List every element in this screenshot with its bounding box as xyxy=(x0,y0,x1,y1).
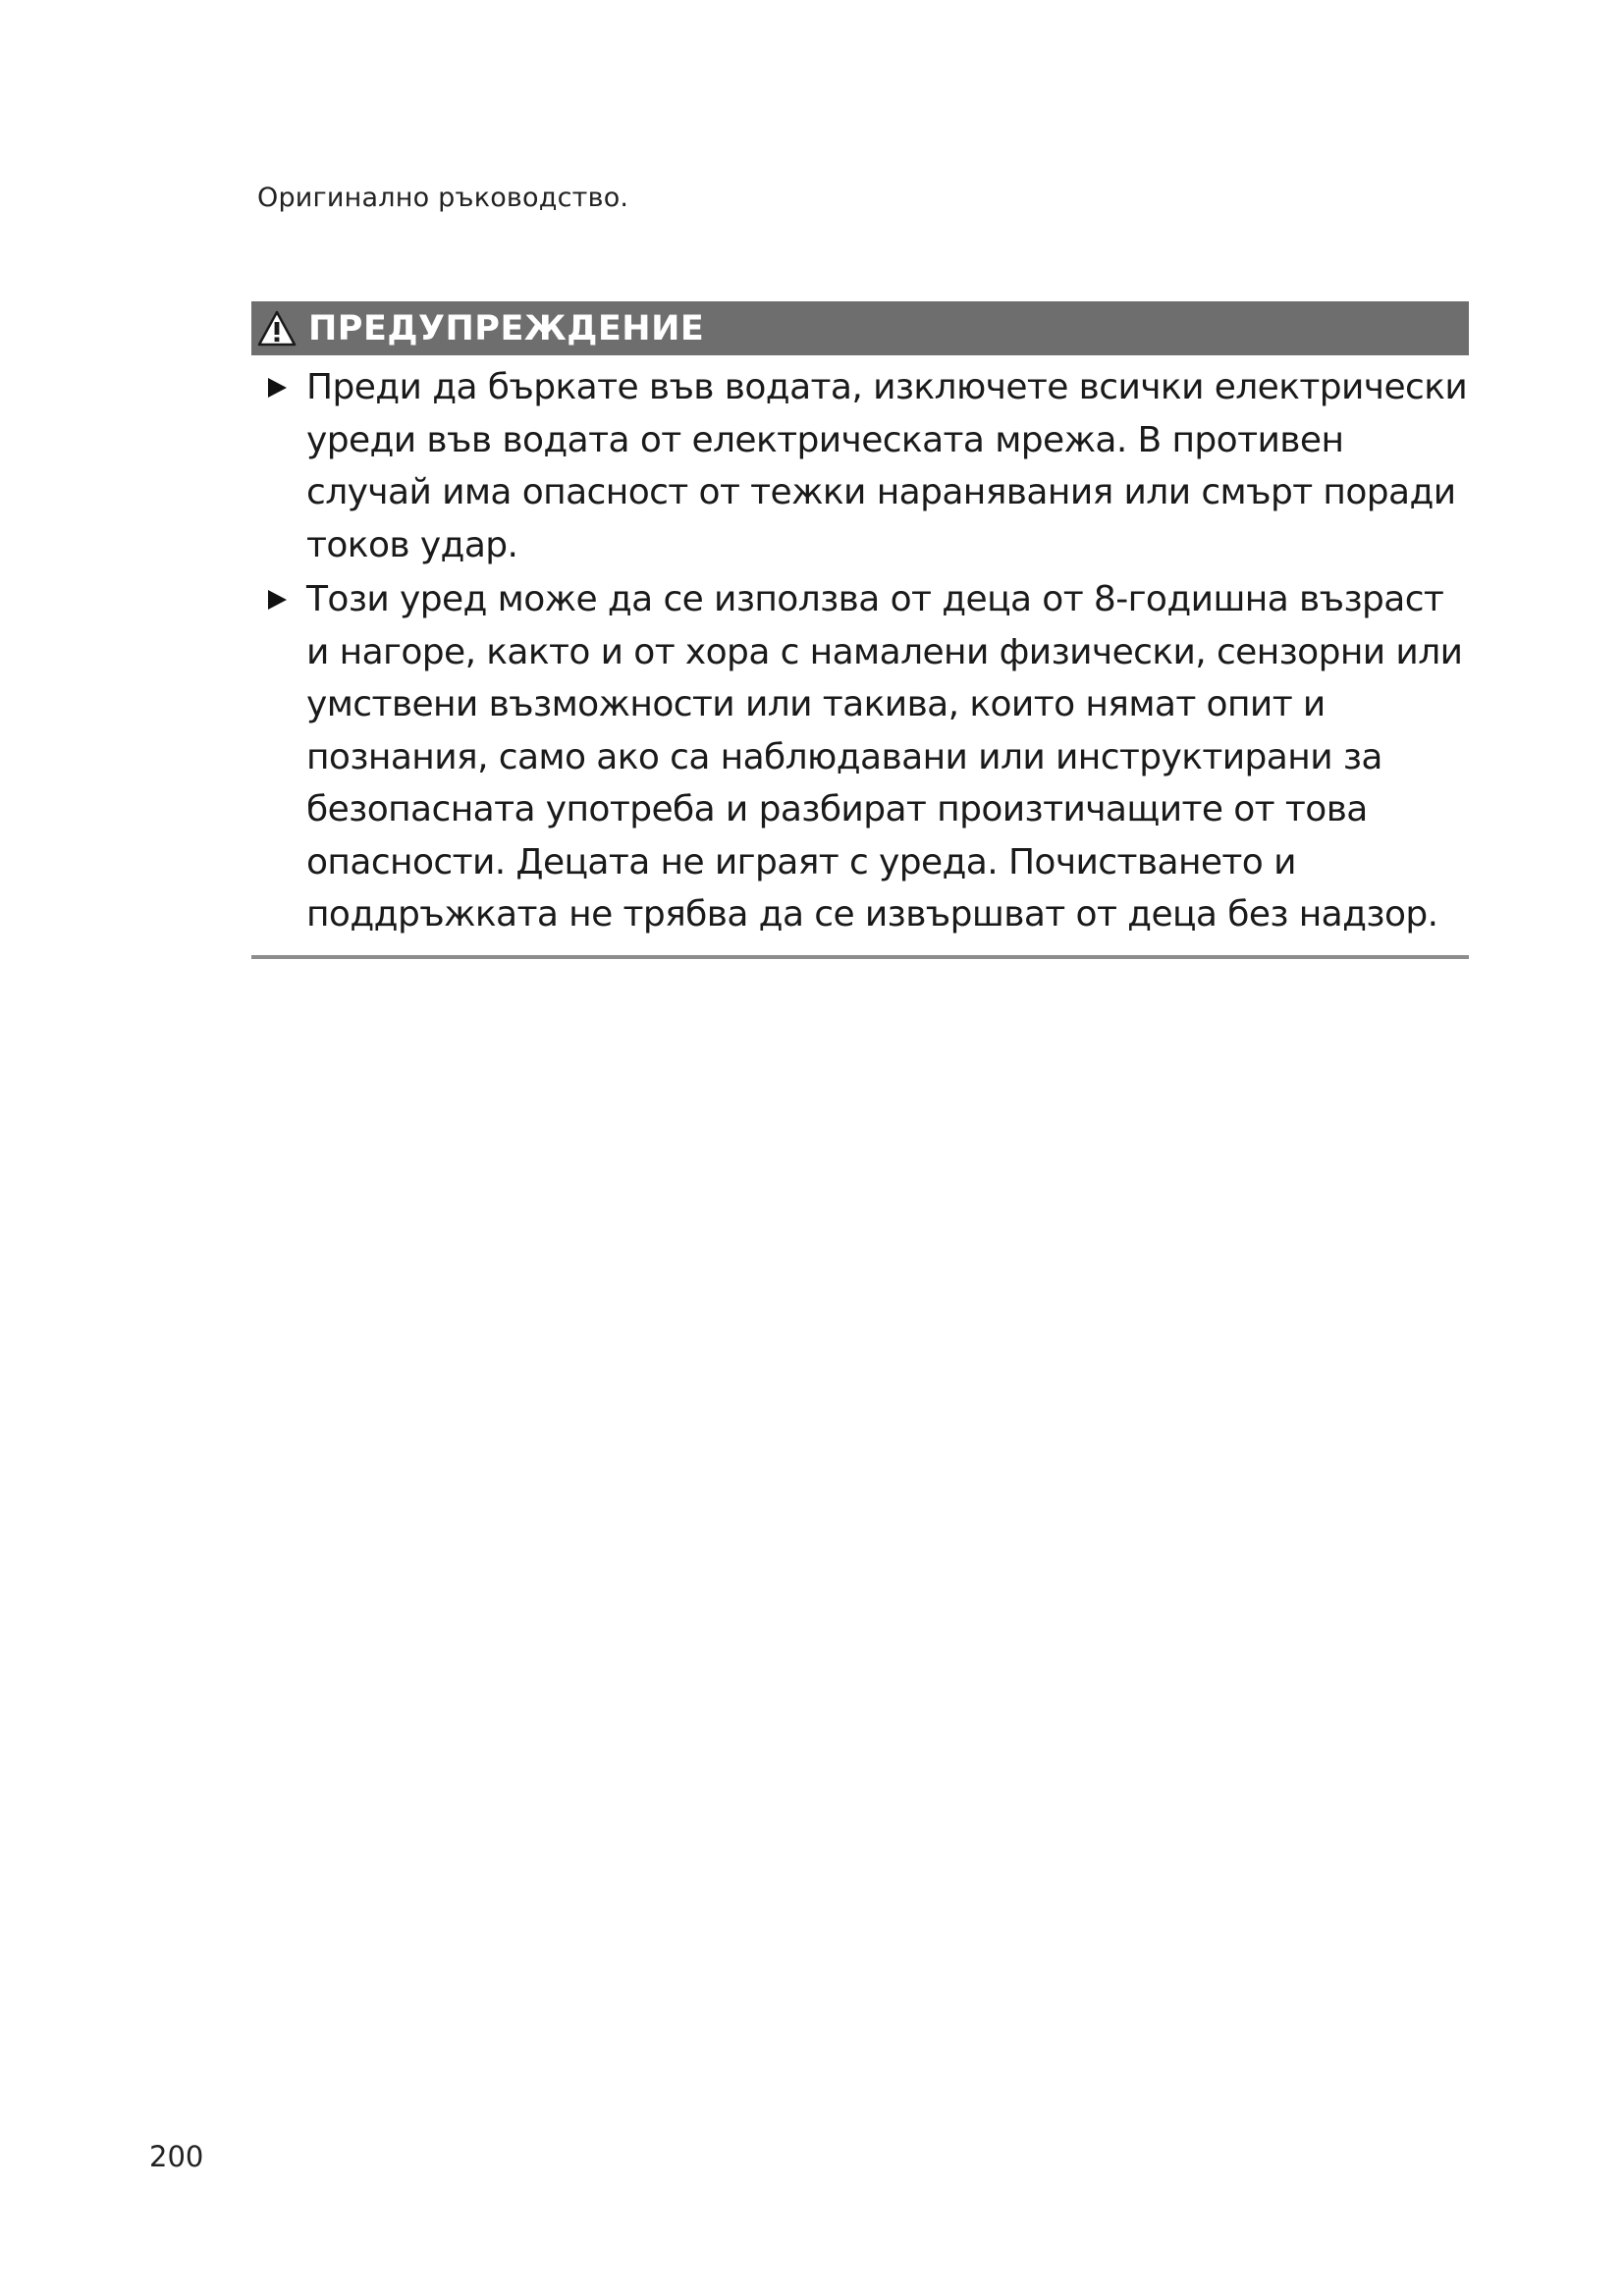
warning-item xyxy=(251,361,1469,571)
page-number: 200 xyxy=(149,2140,204,2173)
warning-item-text: Този уред може да се използва от деца от 8-годишна възраст и нагоре, както и от хора с намалени физически, сензорни или умствени възможности или такива, които нямат опит и познания, само ако са наблюдавани или инструктирани за безопасната употреба и разбират произтичащите от това опасности. Децата не играят с уреда. Почистването и поддръжката не трябва да се извършват от деца без надзор. xyxy=(306,579,1463,934)
warning-item xyxy=(251,573,1469,941)
bullet-arrow-icon xyxy=(265,376,289,400)
warning-triangle-icon xyxy=(257,310,297,347)
document-note: Оригинално ръководство. xyxy=(257,183,629,213)
warning-list xyxy=(251,361,1469,959)
warning-header xyxy=(251,301,1469,355)
warning-title: ПРЕДУПРЕЖДЕНИЕ xyxy=(308,308,705,348)
warning-block xyxy=(251,301,1469,959)
bullet-arrow-icon xyxy=(265,588,289,612)
warning-item-text: Преди да бъркате във водата, изключете всички електрически уреди във водата от електрическата мрежа. В противен случай има опасност от тежки наранявания или смърт поради токов удар. xyxy=(306,367,1468,565)
